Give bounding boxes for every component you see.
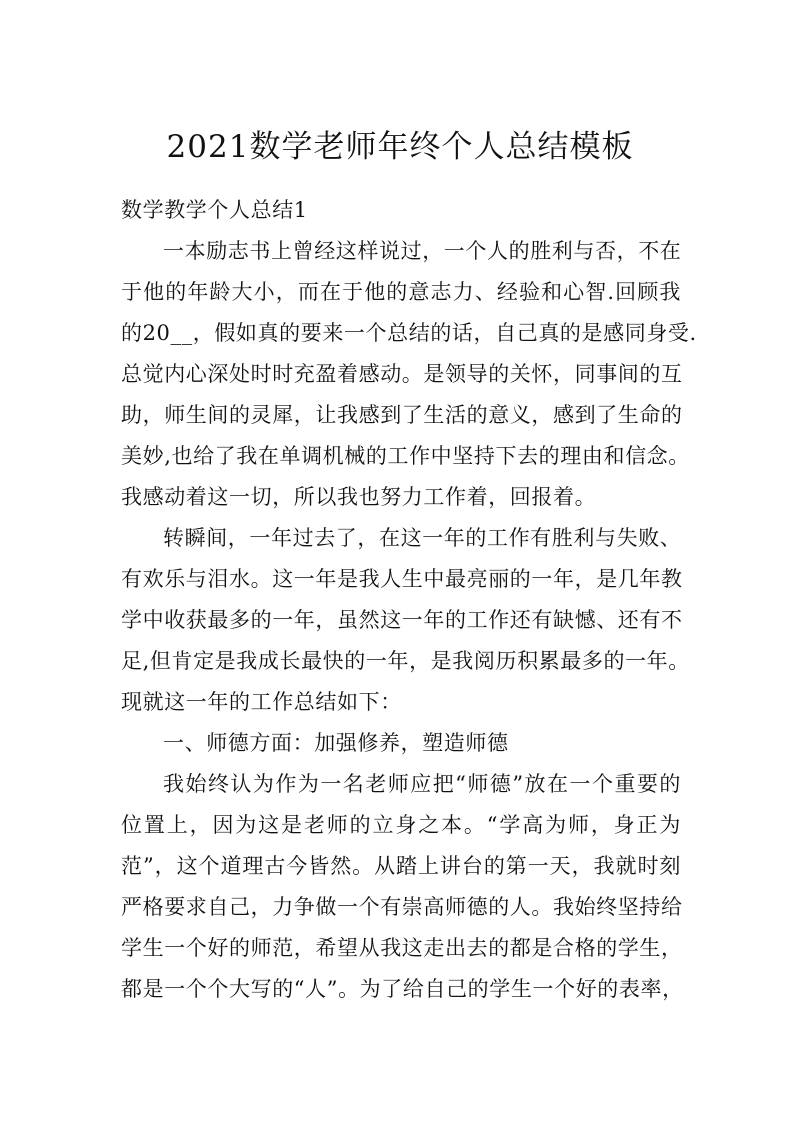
paragraph-line: 严格要求自己，力争做一个有崇高师德的人。我始终坚持给 [121,895,683,919]
paragraph-line: 总觉内心深处时时充盈着感动。是领导的关怀，同事间的互 [121,362,683,386]
document-title: 2021数学老师年终个人总结模板 [166,129,634,165]
paragraph-line: 有欢乐与泪水。这一年是我人生中最亮丽的一年，是几年教 [121,567,683,591]
paragraph-line: 都是一个个大写的“人”。为了给自己的学生一个好的表率， [121,977,684,1001]
paragraph-line: 范”，这个道理古今皆然。从踏上讲台的第一天，我就时刻 [121,854,681,878]
paragraph-line: 助，师生间的灵犀，让我感到了生活的意义，感到了生命的 [121,403,683,427]
paragraph-line: 现就这一年的工作总结如下： [121,690,402,714]
document-body [121,190,697,1010]
paragraph-line: 一本励志书上曾经这样说过，一个人的胜利与否，不在 [163,239,682,263]
paragraph-line: 我感动着这一切，所以我也努力工作着，回报着。 [121,485,597,509]
paragraph-line: 学中收获最多的一年，虽然这一年的工作还有缺憾、还有不 [121,608,683,632]
paragraph-line: 的20__，假如真的要来一个总结的话，自己真的是感同身受. [121,321,697,345]
paragraph-line: 转瞬间，一年过去了，在这一年的工作有胜利与失败、 [163,526,682,550]
paragraph-line: 于他的年龄大小，而在于他的意志力、经验和心智.回顾我 [121,280,681,304]
paragraph-line: 位置上，因为这是老师的立身之本。“学高为师，身正为 [121,813,681,837]
section-heading: 数学教学个人总结1 [121,198,308,222]
subsection-heading: 一、师德方面：加强修养，塑造师德 [163,731,509,755]
paragraph-line: 学生一个好的师范，希望从我这走出去的都是合格的学生， [121,936,683,960]
paragraph-line: 足,但肯定是我成长最快的一年，是我阅历积累最多的一年。 [121,649,690,673]
paragraph-line: 美妙,也给了我在单调机械的工作中坚持下去的理由和信念。 [121,444,690,468]
paragraph-line: 我始终认为作为一名老师应把“师德”放在一个重要的 [163,772,681,796]
